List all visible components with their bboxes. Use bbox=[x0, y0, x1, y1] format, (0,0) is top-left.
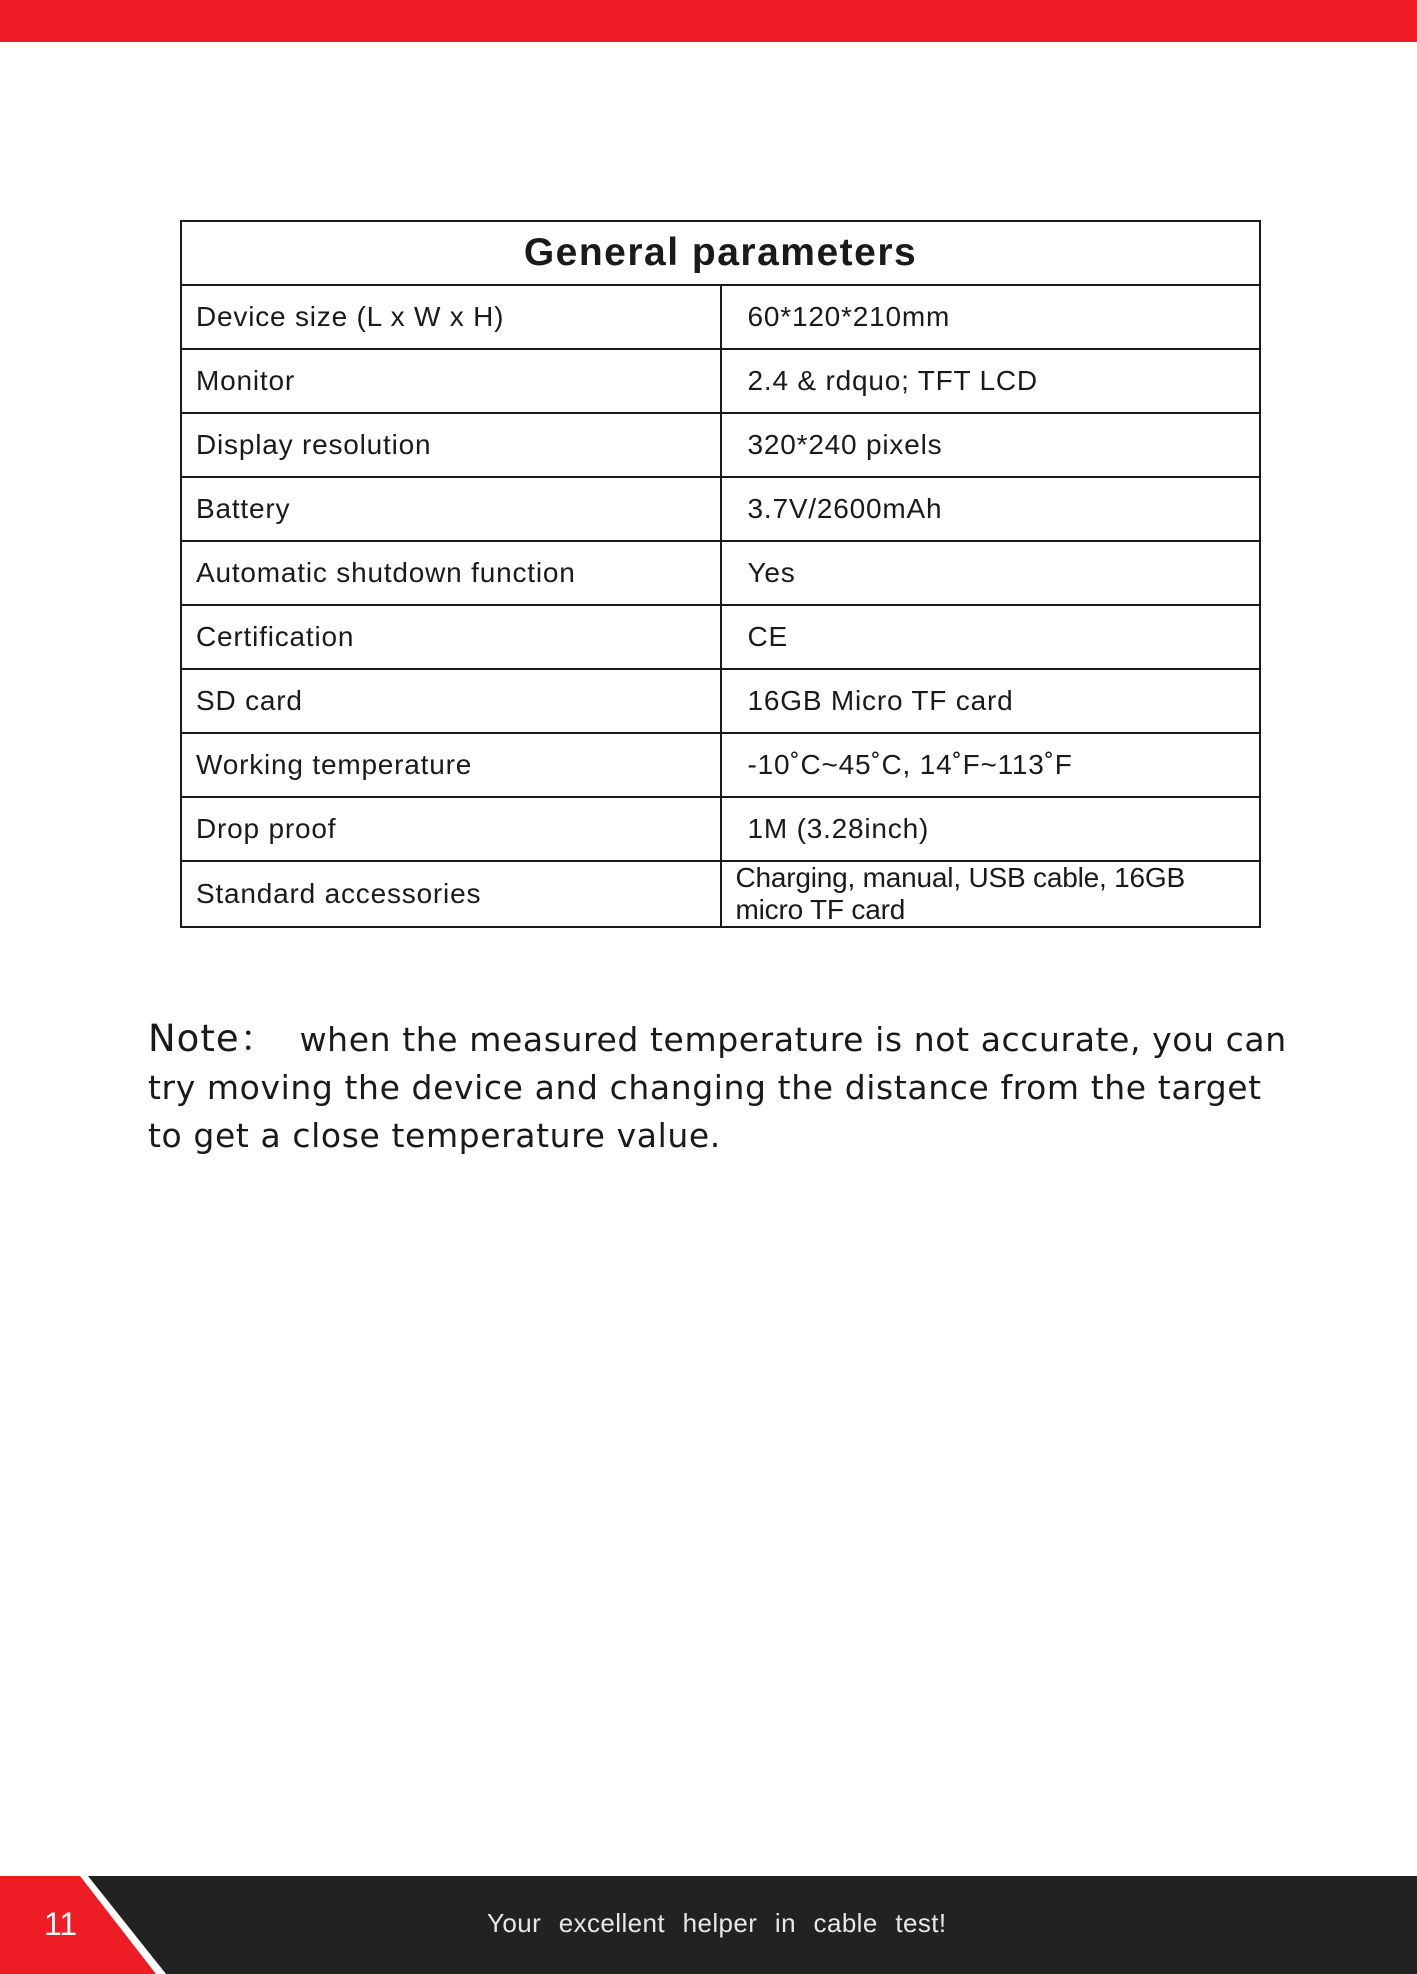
page-number: 11 bbox=[44, 1906, 78, 1942]
note-label: Note： bbox=[148, 1017, 278, 1060]
param-name: Certification bbox=[181, 605, 721, 669]
param-value: CE bbox=[721, 605, 1261, 669]
table-row bbox=[181, 413, 1260, 477]
param-value: Charging, manual, USB cable, 16GB micro TF card bbox=[721, 861, 1261, 927]
param-name: Battery bbox=[181, 477, 721, 541]
param-value: 1M (3.28inch) bbox=[721, 797, 1261, 861]
param-value: 60*120*210mm bbox=[721, 285, 1261, 349]
param-value: -10˚C~45˚C, 14˚F~113˚F bbox=[721, 733, 1261, 797]
param-name: Standard accessories bbox=[181, 861, 721, 927]
note-text: when the measured temperature is not accurate, you can try moving the device and changing the distance from the target to get a close temperature value. bbox=[148, 1020, 1287, 1155]
footer-bar bbox=[0, 1876, 1417, 1974]
table-title: General parameters bbox=[181, 221, 1260, 285]
table-row bbox=[181, 797, 1260, 861]
table-row bbox=[181, 477, 1260, 541]
param-name: Working temperature bbox=[181, 733, 721, 797]
param-value: 16GB Micro TF card bbox=[721, 669, 1261, 733]
param-name: Device size (L x W x H) bbox=[181, 285, 721, 349]
param-name: Drop proof bbox=[181, 797, 721, 861]
note-paragraph bbox=[148, 1015, 1288, 1160]
table-row bbox=[181, 285, 1260, 349]
param-value: Yes bbox=[721, 541, 1261, 605]
table-row bbox=[181, 349, 1260, 413]
param-name: Display resolution bbox=[181, 413, 721, 477]
table-row bbox=[181, 669, 1260, 733]
table-row bbox=[181, 541, 1260, 605]
param-value: 320*240 pixels bbox=[721, 413, 1261, 477]
footer-tagline: Your excellent helper in cable test! bbox=[487, 1908, 947, 1938]
table-row bbox=[181, 605, 1260, 669]
param-value: 3.7V/2600mAh bbox=[721, 477, 1261, 541]
param-name: Automatic shutdown function bbox=[181, 541, 721, 605]
top-accent-bar bbox=[0, 0, 1417, 42]
table-row bbox=[181, 733, 1260, 797]
param-value: 2.4 & rdquo; TFT LCD bbox=[721, 349, 1261, 413]
table-row bbox=[181, 861, 1260, 927]
general-parameters-table bbox=[180, 220, 1261, 928]
param-name: Monitor bbox=[181, 349, 721, 413]
param-name: SD card bbox=[181, 669, 721, 733]
